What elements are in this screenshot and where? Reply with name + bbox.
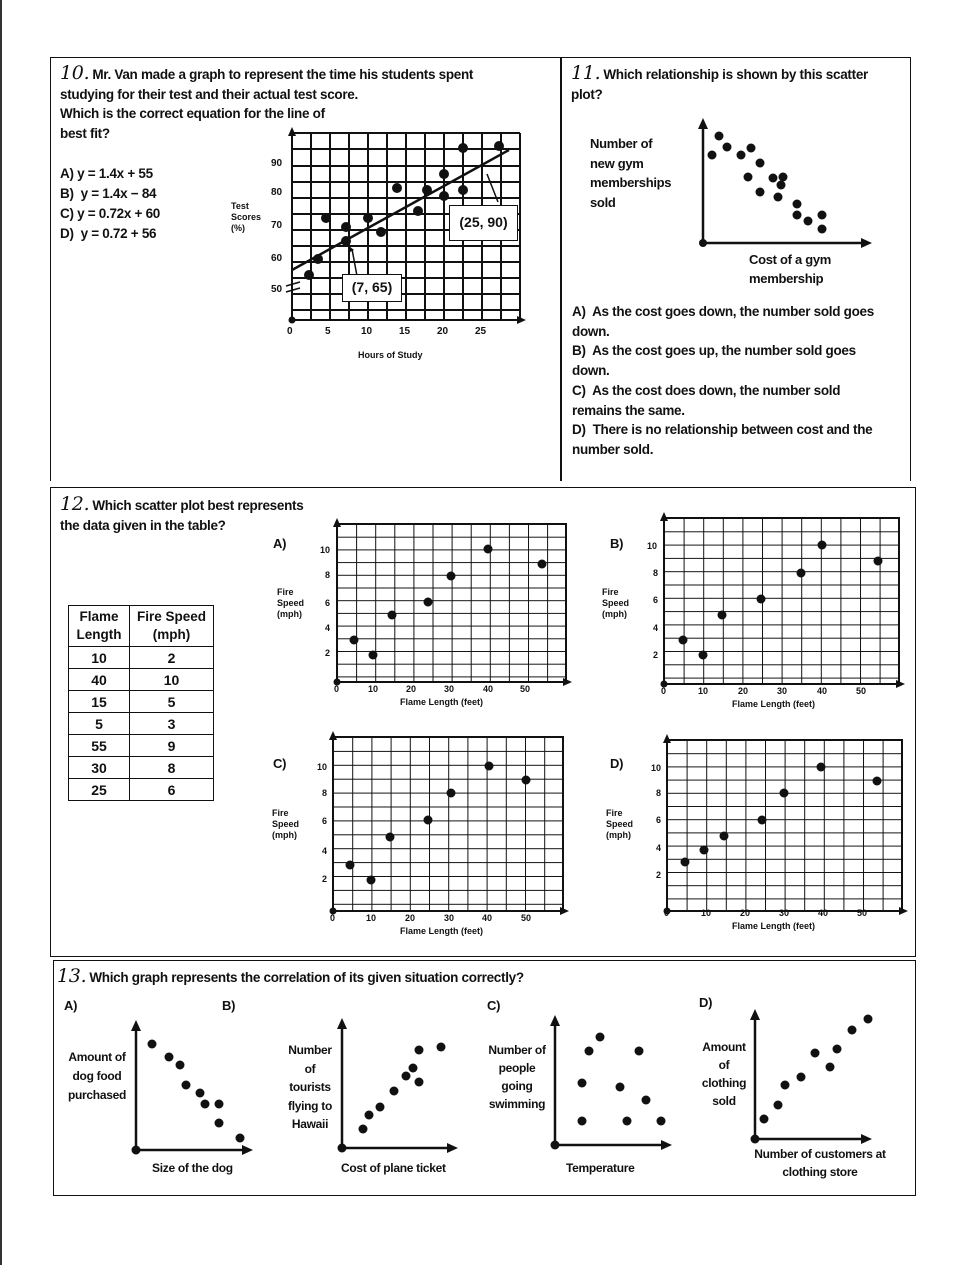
- table-row: 25 6: [69, 779, 214, 801]
- q12-d-y-label: Fire Speed (mph): [606, 808, 634, 840]
- table-row: 30 8: [69, 757, 214, 779]
- q10-x-ticks: 0 5 10 15 20 25: [287, 326, 487, 337]
- q13-a-x-label: Size of the dog: [152, 1161, 233, 1175]
- q13-plot-b: [337, 1018, 458, 1153]
- q12-c-y-label: Fire Speed (mph): [272, 808, 300, 840]
- q11-y-axis-label: Number of new gym memberships sold: [590, 136, 672, 210]
- q12-option-b-label[interactable]: B): [610, 536, 624, 551]
- q13-plot-a: [131, 1020, 253, 1155]
- q13-b-x-label: Cost of plane ticket: [341, 1161, 446, 1175]
- q13-option-c-label[interactable]: C): [487, 998, 501, 1013]
- q13-number: 13.: [57, 965, 87, 987]
- q13-a-y-label: Amount of dog food purchased: [68, 1050, 126, 1102]
- q13-plot-c: [550, 1015, 672, 1150]
- q12-b-x-label: Flame Length (feet): [732, 699, 816, 709]
- q13-plot-d: [750, 1009, 873, 1144]
- q12-a-y-label: Fire Speed (mph): [277, 587, 305, 619]
- q11-choice-d[interactable]: D) There is no relationship between cost and the number sold.: [572, 422, 873, 457]
- q10-y-axis-label: Test Scores (%): [231, 201, 262, 233]
- table-row: 10 2: [69, 647, 214, 669]
- q10-choice-c[interactable]: C) y = 0.72x + 60: [60, 206, 160, 221]
- q13-c-y-label: Number of people going swimming: [488, 1043, 546, 1111]
- q10-callout-25-90: (25, 90): [449, 205, 518, 241]
- table-row: 40 10: [69, 669, 214, 691]
- q13-d-y-label: Amount of clothing sold: [701, 1040, 747, 1108]
- q12-c-x-label: Flame Length (feet): [400, 926, 484, 936]
- q11-choice-c[interactable]: C) As the cost does down, the number sold remains the same.: [572, 382, 841, 418]
- q10-choice-b[interactable]: B) y = 1.4x − 84: [60, 186, 157, 201]
- table-row: 5 3: [69, 713, 214, 735]
- table-header-flame-length: Flame Length: [69, 606, 130, 647]
- table-header-fire-speed: Fire Speed (mph): [130, 606, 214, 647]
- q11-x-axis-label: Cost of a gym membership: [749, 252, 832, 286]
- q13-prompt: 13. Which graph represents the correlation of its given situation correctly?: [57, 965, 524, 987]
- q12-d-x-label: Flame Length (feet): [732, 921, 816, 931]
- q13-b-y-label: Number of tourists flying to Hawaii: [288, 1043, 332, 1131]
- q12-number: 12.: [60, 493, 90, 515]
- q13-option-a-label[interactable]: A): [64, 998, 78, 1013]
- q10-choice-d[interactable]: D) y = 0.72 + 56: [60, 226, 157, 241]
- q11-choice-a[interactable]: A) As the cost goes down, the number sold goes down.: [572, 304, 874, 339]
- q11-choice-b[interactable]: B) As the cost goes up, the number sold goes down.: [572, 343, 856, 379]
- q13-option-d-label[interactable]: D): [699, 995, 713, 1010]
- q10-x-axis-label: Hours of Study: [358, 350, 423, 360]
- table-row: 55 9: [69, 735, 214, 757]
- q12-b-y-label: Fire Speed (mph): [602, 587, 630, 619]
- q13-c-x-label: Temperature: [566, 1161, 635, 1175]
- q13-option-b-label[interactable]: B): [222, 998, 236, 1013]
- q10-callout-7-65: (7, 65): [342, 274, 402, 302]
- q10-prompt: 10. Mr. Van made a graph to represent the time his students spent studying for their test and their actual test score. Which is the correct equation for the line of best fit?: [60, 62, 474, 141]
- q12-a-x-label: Flame Length (feet): [400, 697, 484, 707]
- q12-prompt: 12. Which scatter plot best represents the data given in the table?: [60, 493, 304, 533]
- q11-prompt: 11. Which relationship is shown by this scatter plot?: [571, 62, 868, 102]
- q13-d-x-label: Number of customers at clothing store: [754, 1147, 886, 1179]
- q10-number: 10.: [60, 62, 90, 84]
- q12-option-d-label[interactable]: D): [610, 756, 624, 771]
- q12-option-c-label[interactable]: C): [273, 756, 287, 771]
- q11-number: 11.: [571, 62, 601, 84]
- table-row: 15 5: [69, 691, 214, 713]
- q12-option-a-label[interactable]: A): [273, 536, 287, 551]
- q10-choice-a[interactable]: A) y = 1.4x + 55: [60, 166, 153, 181]
